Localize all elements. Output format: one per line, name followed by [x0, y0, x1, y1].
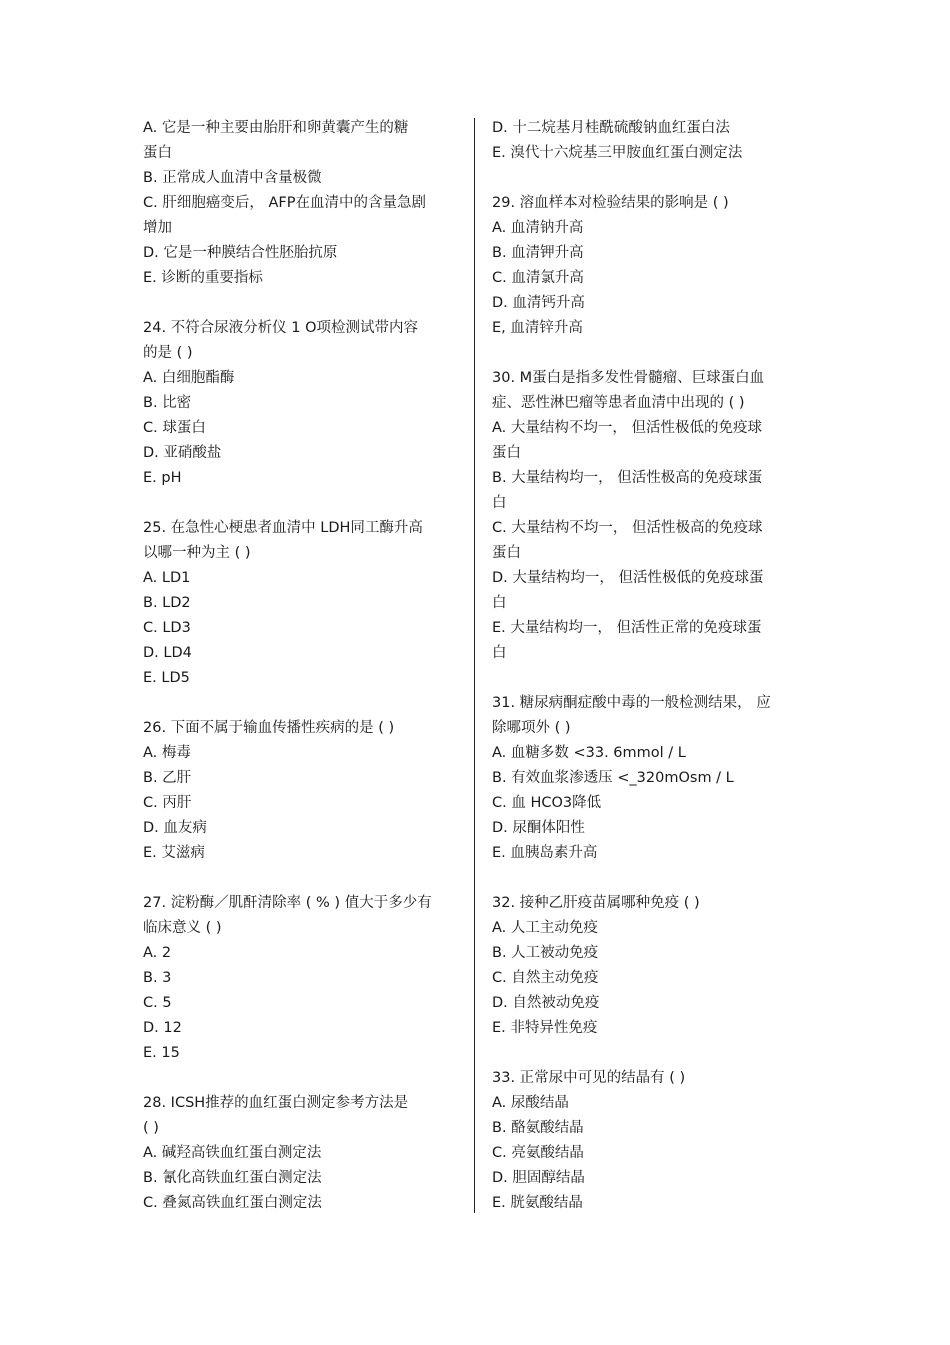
right-column	[492, 116, 812, 1216]
text-line: C. 血 HCO3降低	[492, 795, 602, 811]
text-line: A. LD1	[143, 570, 191, 586]
text-line: C. 5	[143, 995, 172, 1011]
text-line: E. LD5	[143, 670, 190, 686]
text-line: B. 血清钾升高	[492, 245, 584, 261]
text-line: D. 尿酮体阳性	[492, 820, 585, 836]
text-line: D. 它是一种膜结合性胚胎抗原	[143, 245, 338, 261]
text-line: 临床意义 ( )	[143, 920, 222, 936]
blank-line	[492, 866, 812, 891]
text-line: A. 血清钠升高	[492, 220, 584, 236]
blank-line	[492, 666, 812, 691]
text-line: E. 大量结构均一， 但活性正常的免疫球蛋	[492, 620, 762, 636]
text-line: E. 非特异性免疫	[492, 1020, 598, 1036]
question-29: 29. 溶血样本对检验结果的影响是 ( )	[492, 195, 729, 211]
text-line: ( )	[143, 1120, 159, 1136]
text-line: 白	[492, 645, 507, 661]
text-line: A. 梅毒	[143, 745, 191, 761]
text-line: C. 叠氮高铁血红蛋白测定法	[143, 1195, 322, 1211]
text-line: A. 血糖多数 <33. 6mmol ∕ L	[492, 745, 686, 761]
text-line: B. 大量结构均一， 但活性极高的免疫球蛋	[492, 470, 763, 486]
text-line: E. 血胰岛素升高	[492, 845, 598, 861]
text-line: E. 胱氨酸结晶	[492, 1195, 583, 1211]
text-line: D. 十二烷基月桂酰硫酸钠血红蛋白法	[492, 120, 730, 136]
text-line: C. 亮氨酸结晶	[492, 1145, 584, 1161]
text-line: B. 有效血浆渗透压 <_320mOsm ∕ L	[492, 770, 734, 786]
text-line: A. 人工主动免疫	[492, 920, 598, 936]
text-line: D. 自然被动免疫	[492, 995, 600, 1011]
question-25: 25. 在急性心梗患者血清中 LDH同工酶升高	[143, 520, 423, 536]
text-line: 蛋白	[492, 545, 521, 561]
question-30: 30. M蛋白是指多发性骨髓瘤、巨球蛋白血	[492, 370, 765, 386]
text-line: B. 人工被动免疫	[492, 945, 599, 961]
blank-line	[492, 1041, 812, 1066]
text-line: A. 大量结构不均一， 但活性极低的免疫球	[492, 420, 762, 436]
text-line: E. pH	[143, 470, 182, 486]
text-line: E. 溴代十六烷基三甲胺血红蛋白测定法	[492, 145, 743, 161]
question-33: 33. 正常尿中可见的结晶有 ( )	[492, 1070, 686, 1086]
question-26: 26. 下面不属于输血传播性疾病的是 ( )	[143, 720, 395, 736]
blank-line	[143, 691, 463, 716]
text-line: C. 丙肝	[143, 795, 192, 811]
blank-line	[492, 341, 812, 366]
text-line: D. 大量结构均一， 但活性极低的免疫球蛋	[492, 570, 764, 586]
text-line: D. LD4	[143, 645, 192, 661]
column-divider	[474, 118, 475, 1213]
question-32: 32. 接种乙肝疫苗属哪种免疫 ( )	[492, 895, 700, 911]
text-line: C. 大量结构不均一， 但活性极高的免疫球	[492, 520, 763, 536]
text-line: E. 15	[143, 1045, 180, 1061]
blank-line	[143, 291, 463, 316]
text-line: A. 2	[143, 945, 172, 961]
text-line: B. 氰化高铁血红蛋白测定法	[143, 1170, 322, 1186]
text-line: E, 血清锌升高	[492, 320, 583, 336]
text-line: 增加	[143, 220, 172, 236]
text-line: B. 正常成人血清中含量极微	[143, 170, 322, 186]
text-line: 除哪项外 ( )	[492, 720, 571, 736]
text-line: B. 乙肝	[143, 770, 192, 786]
text-line: C. 球蛋白	[143, 420, 206, 436]
question-31: 31. 糖尿病酮症酸中毒的一般检测结果， 应	[492, 695, 771, 711]
text-line: C. 自然主动免疫	[492, 970, 599, 986]
blank-line	[143, 1066, 463, 1091]
text-line: 的是 ( )	[143, 345, 193, 361]
text-line: A. 碱羟高铁血红蛋白测定法	[143, 1145, 322, 1161]
text-line: C. 肝细胞癌变后， AFP在血清中的含量急剧	[143, 195, 426, 211]
text-line: B. 3	[143, 970, 172, 986]
text-line: D. 血清钙升高	[492, 295, 585, 311]
text-line: D. 亚硝酸盐	[143, 445, 222, 461]
text-line: C. LD3	[143, 620, 191, 636]
text-line: 白	[492, 495, 507, 511]
text-line: C. 血清氯升高	[492, 270, 584, 286]
text-line: E. 诊断的重要指标	[143, 270, 263, 286]
text-line: A. 尿酸结晶	[492, 1095, 569, 1111]
text-line: 以哪一种为主 ( )	[143, 545, 251, 561]
text-line: 蛋白	[143, 145, 172, 161]
question-24: 24. 不符合尿液分析仪 1 O项检测试带内容	[143, 320, 419, 336]
left-column	[143, 116, 463, 1216]
text-line: 症、恶性淋巴瘤等患者血清中出现的 ( )	[492, 395, 745, 411]
text-line: B. LD2	[143, 595, 191, 611]
text-line: A. 白细胞酯酶	[143, 370, 235, 386]
text-line: B. 酪氨酸结晶	[492, 1120, 584, 1136]
text-line: E. 艾滋病	[143, 845, 205, 861]
blank-line	[492, 166, 812, 191]
text-line: D. 胆固醇结晶	[492, 1170, 585, 1186]
text-line: D. 12	[143, 1020, 182, 1036]
text-line: 蛋白	[492, 445, 521, 461]
blank-line	[143, 866, 463, 891]
question-28: 28. ICSH推荐的血红蛋白测定参考方法是	[143, 1095, 409, 1111]
text-line: B. 比密	[143, 395, 192, 411]
blank-line	[143, 491, 463, 516]
text-line: A. 它是一种主要由胎肝和卵黄囊产生的糖	[143, 120, 409, 136]
question-27: 27. 淀粉酶／肌酐清除率 ( % ) 值大于多少有	[143, 895, 432, 911]
text-line: D. 血友病	[143, 820, 207, 836]
text-line: 白	[492, 595, 507, 611]
